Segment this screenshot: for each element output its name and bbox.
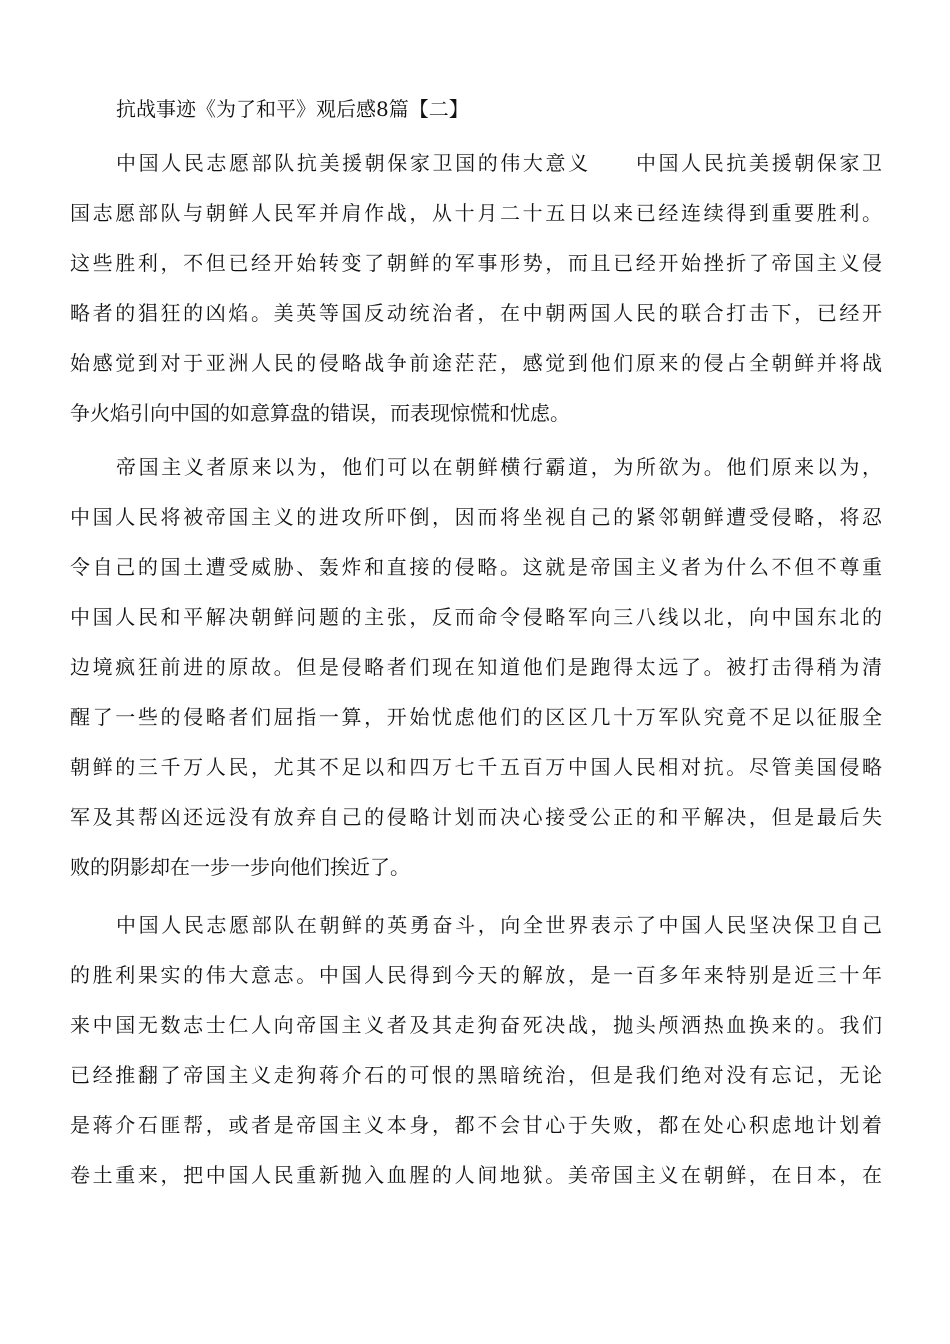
paragraph-line: 卷土重来，把中国人民重新抛入血腥的人间地狱。美帝国主义在朝鲜，在日本，在 (70, 1163, 882, 1187)
paragraph-line: 是蒋介石匪帮，或者是帝国主义本身，都不会甘心于失败，都在处心积虑地计划着 (70, 1113, 882, 1137)
paragraph-line: 已经推翻了帝国主义走狗蒋介石的可恨的黑暗统治，但是我们绝对没有忘记，无论 (70, 1063, 882, 1087)
paragraph-line: 败的阴影却在一步一步向他们挨近了。 (70, 855, 410, 879)
paragraph-line: 略者的猖狂的凶焰。美英等国反动统治者，在中朝两国人民的联合打击下，已经开 (70, 301, 882, 325)
document-title: 抗战事迹《为了和平》观后感8篇【二】 (116, 97, 469, 121)
paragraph-line: 中国人民将被帝国主义的进攻所吓倒，因而将坐视自己的紧邻朝鲜遭受侵略，将忍 (70, 505, 882, 529)
paragraph-line: 来中国无数志士仁人向帝国主义者及其走狗奋死决战，抛头颅洒热血换来的。我们 (70, 1013, 882, 1037)
paragraph-line: 帝国主义者原来以为，他们可以在朝鲜横行霸道，为所欲为。他们原来以为， (116, 455, 882, 479)
paragraph-line: 令自己的国土遭受威胁、轰炸和直接的侵略。这就是帝国主义者为什么不但不尊重 (70, 555, 882, 579)
paragraph-line: 中国人民志愿部队抗美援朝保家卫国的伟大意义 中国人民抗美援朝保家卫 (116, 151, 882, 175)
paragraph-line: 朝鲜的三千万人民，尤其不足以和四万七千五百万中国人民相对抗。尽管美国侵略 (70, 755, 882, 779)
paragraph-line: 中国人民和平解决朝鲜问题的主张，反而命令侵略军向三八线以北，向中国东北的 (70, 605, 882, 629)
paragraph-line: 国志愿部队与朝鲜人民军并肩作战，从十月二十五日以来已经连续得到重要胜利。 (70, 201, 882, 225)
paragraph-line: 中国人民志愿部队在朝鲜的英勇奋斗，向全世界表示了中国人民坚决保卫自己 (116, 913, 882, 937)
paragraph-line: 边境疯狂前进的原故。但是侵略者们现在知道他们是跑得太远了。被打击得稍为清 (70, 655, 882, 679)
paragraph-line: 争火焰引向中国的如意算盘的错误，而表现惊慌和忧虑。 (70, 401, 570, 425)
paragraph-line: 这些胜利，不但已经开始转变了朝鲜的军事形势，而且已经开始挫折了帝国主义侵 (70, 251, 882, 275)
paragraph-line: 军及其帮凶还远没有放弃自己的侵略计划而决心接受公正的和平解决，但是最后失 (70, 805, 882, 829)
paragraph-line: 始感觉到对于亚洲人民的侵略战争前途茫茫，感觉到他们原来的侵占全朝鲜并将战 (70, 351, 882, 375)
paragraph-line: 醒了一些的侵略者们屈指一算，开始忧虑他们的区区几十万军队究竟不足以征服全 (70, 705, 882, 729)
paragraph-line: 的胜利果实的伟大意志。中国人民得到今天的解放，是一百多年来特别是近三十年 (70, 963, 882, 987)
